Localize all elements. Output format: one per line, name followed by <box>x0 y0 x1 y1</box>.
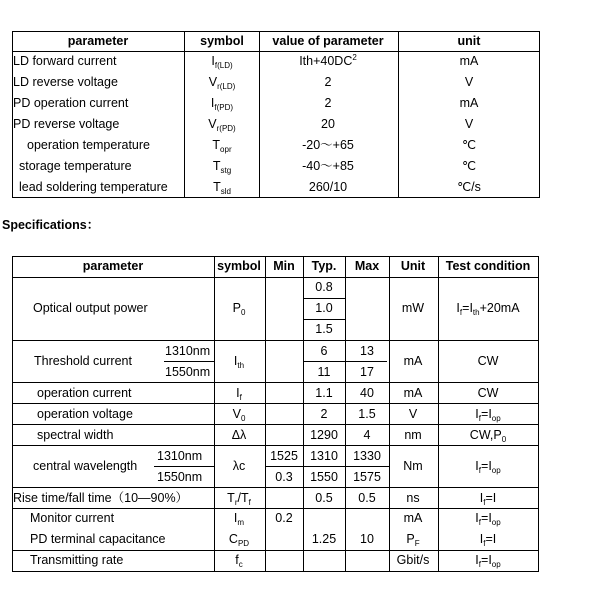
central-min-1550: 0.3 <box>275 470 293 484</box>
ratings-row-symbol: $V_{r(PD)}$ <box>208 117 236 133</box>
central-wavelength-1310: 1310nm <box>157 449 203 463</box>
spec-header-parameter: parameter <box>82 259 144 273</box>
pd-capacitance-symbol: $C_{PD}$ <box>228 532 250 548</box>
ratings-row-symbol: $T_{sld}$ <box>213 180 231 196</box>
threshold-typ-1310: 6 <box>320 344 328 358</box>
central-typ-1310: 1310 <box>310 449 338 463</box>
ratings-row-symbol: $I_{f(LD)}$ <box>211 54 233 70</box>
operation-current-max: 40 <box>360 386 374 400</box>
spectral-width-condition: $CW,P_0$ <box>469 428 507 444</box>
spec-header-max: Max <box>354 259 380 273</box>
threshold-typ-1550: 11 <box>317 365 331 379</box>
spectral-width-label: spectral width <box>37 428 114 442</box>
spec-header-typ: Typ. <box>311 259 337 273</box>
ratings-row-unit: mA <box>459 96 479 110</box>
monitor-current-condition: $I_f=I_{op}$ <box>475 511 501 527</box>
ratings-row-unit: V <box>464 117 474 131</box>
spec-header-test-condition: Test condition <box>445 259 531 273</box>
rise-fall-time-typ: 0.5 <box>315 491 333 505</box>
transmitting-rate-unit: Gbit/s <box>396 553 430 567</box>
operation-voltage-symbol: $V_0$ <box>232 407 246 423</box>
transmitting-rate-condition: $I_f=I_{op}$ <box>475 553 501 569</box>
ratings-row-unit: ℃ <box>461 159 477 173</box>
ratings-row-param: LD reverse voltage <box>13 75 118 89</box>
ratings-row-unit: ℃/s <box>457 180 481 194</box>
pd-capacitance-condition: $I_f=I$ <box>479 532 497 548</box>
threshold-max-1310: 13 <box>360 344 374 358</box>
threshold-max-1550: 17 <box>360 365 374 379</box>
optical-output-power-unit: mW <box>401 301 425 315</box>
ratings-row-param: PD operation current <box>13 96 129 110</box>
spectral-width-max: 4 <box>363 428 371 442</box>
central-wavelength-label: central wavelength <box>33 459 138 473</box>
optical-output-power-condition: $I_f=I_{th}+20mA$ <box>456 301 520 317</box>
ratings-header-parameter: parameter <box>67 34 129 48</box>
rise-fall-time-unit: ns <box>406 491 420 505</box>
ratings-row-unit: mA <box>459 54 479 68</box>
monitor-current-label: Monitor current <box>30 511 115 525</box>
operation-voltage-max: 1.5 <box>358 407 376 421</box>
operation-current-typ: 1.1 <box>315 386 333 400</box>
operation-current-condition: CW <box>477 386 499 400</box>
ratings-row-param: operation temperature <box>27 138 150 152</box>
pd-capacitance-typ: 1.25 <box>311 532 337 546</box>
ratings-row-value: 260/10 <box>308 180 348 194</box>
ratings-row-symbol: $T_{stg}$ <box>212 159 232 175</box>
threshold-current-unit: mA <box>403 354 423 368</box>
operation-voltage-typ: 2 <box>320 407 328 421</box>
ratings-row-unit: V <box>464 75 474 89</box>
operation-voltage-unit: V <box>408 407 418 421</box>
operation-current-label: operation current <box>37 386 132 400</box>
operation-current-unit: mA <box>403 386 423 400</box>
ratings-row-param: PD reverse voltage <box>13 117 120 131</box>
central-max-1310: 1330 <box>353 449 381 463</box>
transmitting-rate-symbol: $f_c$ <box>235 553 243 569</box>
pd-capacitance-label: PD terminal capacitance <box>30 532 166 546</box>
spec-header-unit: Unit <box>400 259 426 273</box>
spectral-width-unit: nm <box>404 428 422 442</box>
central-wavelength-unit: Nm <box>403 459 423 473</box>
ratings-row-value: 2 <box>324 96 332 110</box>
rise-fall-time-condition: $I_f=I$ <box>479 491 497 507</box>
operation-current-symbol: $I_f$ <box>236 386 242 402</box>
ratings-row-param: LD forward current <box>13 54 117 68</box>
ratings-row-symbol: $V_{r(LD)}$ <box>208 75 236 91</box>
threshold-current-condition: CW <box>477 354 499 368</box>
ratings-row-value: $Ith+40DC^2$ <box>299 53 357 68</box>
rise-fall-time-symbol: $T_r/T_f$ <box>227 491 251 507</box>
ratings-header-unit: unit <box>457 34 481 48</box>
ratings-header-value: value of parameter <box>272 34 384 48</box>
ratings-row-symbol: $T_{opr}$ <box>212 138 232 154</box>
central-wavelength-condition: $I_f=I_{op}$ <box>475 459 501 475</box>
optical-typ-value: 1.5 <box>315 322 333 336</box>
central-min-1310: 1525 <box>270 449 298 463</box>
operation-voltage-label: operation voltage <box>37 407 133 421</box>
ratings-header-symbol: symbol <box>200 34 244 48</box>
ratings-row-value: 2 <box>324 75 332 89</box>
central-max-1550: 1575 <box>353 470 381 484</box>
central-wavelength-1550: 1550nm <box>157 470 203 484</box>
spec-header-min: Min <box>273 259 295 273</box>
monitor-current-symbol: $I_m$ <box>233 511 245 527</box>
ratings-row-param: storage temperature <box>19 159 132 173</box>
monitor-current-unit: mA <box>403 511 423 525</box>
rise-fall-time-max: 0.5 <box>358 491 376 505</box>
spectral-width-symbol: Δλ <box>231 428 247 442</box>
rise-fall-time-label: Rise time/fall time（10—90%） <box>13 491 189 505</box>
spec-header-symbol: symbol <box>217 259 261 273</box>
ratings-row-param: lead soldering temperature <box>19 180 168 194</box>
optical-output-power-label: Optical output power <box>33 301 148 315</box>
threshold-wavelength-1310: 1310nm <box>165 344 211 358</box>
monitor-current-min: 0.2 <box>275 511 293 525</box>
ratings-row-symbol: $I_{f(PD)}$ <box>210 96 234 112</box>
ratings-row-value: -20～+65 <box>302 138 354 152</box>
specifications-heading: Specifications： <box>2 218 100 232</box>
spectral-width-typ: 1290 <box>310 428 338 442</box>
ratings-row-unit: ℃ <box>461 138 477 152</box>
operation-voltage-condition: $I_f=I_{op}$ <box>475 407 501 423</box>
optical-typ-value: 0.8 <box>315 280 333 294</box>
central-typ-1550: 1550 <box>310 470 338 484</box>
ratings-row-value: 20 <box>321 117 335 131</box>
central-wavelength-symbol: λc <box>232 459 246 473</box>
ratings-row-value: -40～+85 <box>302 159 354 173</box>
threshold-current-label: Threshold current <box>34 354 132 368</box>
optical-output-power-symbol: $P_0$ <box>232 301 246 317</box>
pd-capacitance-max: 10 <box>360 532 374 546</box>
threshold-wavelength-1550: 1550nm <box>165 365 211 379</box>
threshold-current-symbol: $I_{th}$ <box>233 354 245 370</box>
pd-capacitance-unit: $P_F$ <box>406 532 420 548</box>
optical-typ-value: 1.0 <box>315 301 333 315</box>
transmitting-rate-label: Transmitting rate <box>30 553 124 567</box>
